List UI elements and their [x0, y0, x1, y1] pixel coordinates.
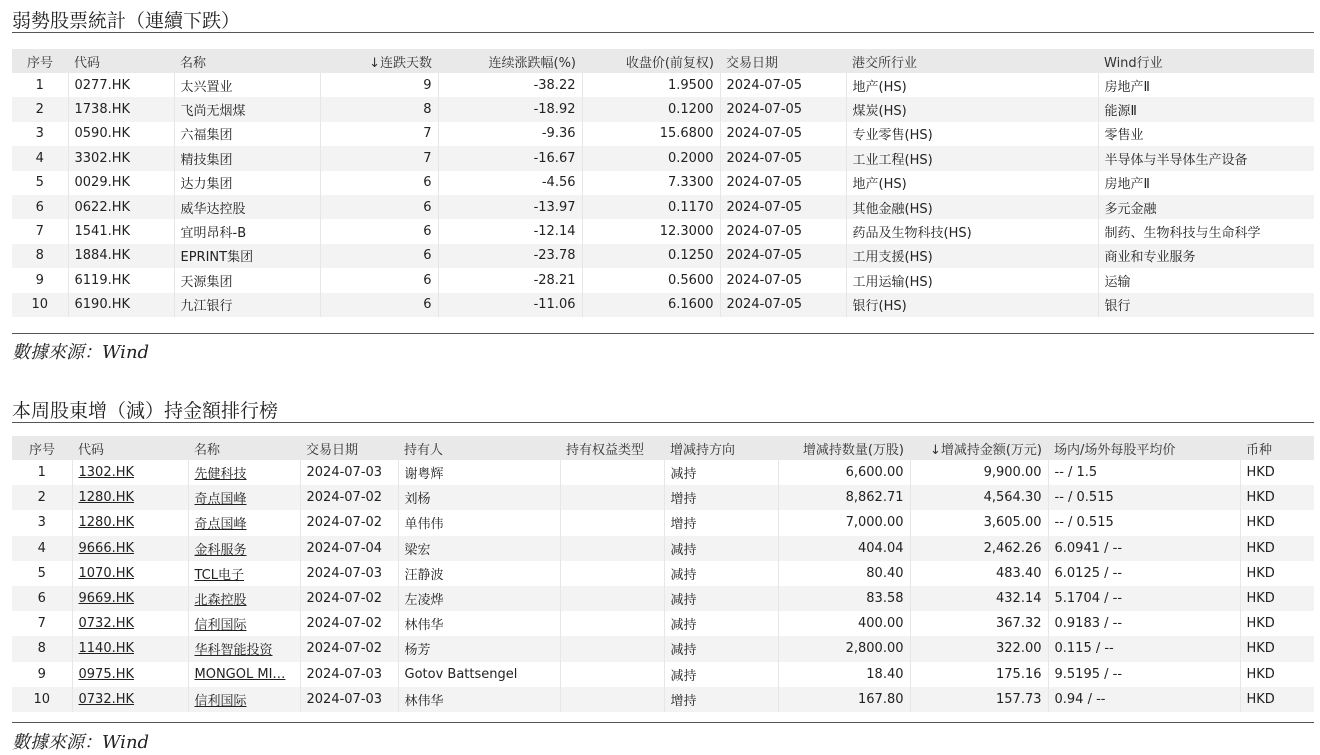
cell-hkex-industry: 专业零售(HS): [846, 122, 1098, 146]
cell-wind-industry: 运输: [1098, 268, 1314, 292]
cell-avg-price: -- / 0.515: [1048, 485, 1240, 510]
table-row: [12, 662, 1314, 687]
cell-equity-type: [560, 536, 664, 561]
cell-name: 太兴置业: [174, 73, 320, 97]
cell-avg-price: 9.5195 / --: [1048, 662, 1240, 687]
table-row: [12, 561, 1314, 586]
cell-close-price: 15.6800: [582, 122, 720, 146]
cell-equity-type: [560, 586, 664, 611]
table1-header-close-price[interactable]: 收盘价(前复权): [582, 49, 720, 73]
cell-hkex-industry: 药品及生物科技(HS): [846, 219, 1098, 243]
cell-trade-date: 2024-07-03: [300, 460, 398, 485]
name-link[interactable]: 北森控股: [194, 593, 247, 609]
cell-code: [72, 662, 188, 687]
cell-down-days: 9: [320, 73, 438, 97]
table1-source: 數據來源：Wind: [12, 342, 150, 363]
table2-header-quantity[interactable]: 增减持数量(万股): [778, 436, 910, 460]
cell-code: 6119.HK: [68, 268, 174, 292]
cell-direction: 减持: [664, 636, 778, 661]
cell-hkex-industry: 工用运输(HS): [846, 268, 1098, 292]
cell-index: 8: [12, 636, 72, 661]
cell-name: 六福集团: [174, 122, 320, 146]
table-row: [12, 219, 1314, 243]
cell-quantity: 8,862.71: [778, 485, 910, 510]
cell-index: 9: [35, 272, 44, 288]
cell-down-days: 8: [320, 97, 438, 121]
cell-holder: 杨芳: [398, 636, 560, 661]
cell-holder: 林伟华: [398, 687, 560, 712]
cell-amount: 3,605.00: [910, 510, 1048, 535]
table2-header-holder[interactable]: 持有人: [398, 436, 560, 460]
cell-index: 5: [37, 565, 46, 581]
name-link[interactable]: 信利国际: [194, 693, 247, 709]
cell-equity-type: [560, 561, 664, 586]
cell-code: 6190.HK: [68, 293, 174, 317]
cell-direction: 减持: [664, 586, 778, 611]
cell-change-pct: -12.14: [438, 219, 582, 243]
cell-trade-date: 2024-07-05: [720, 97, 846, 121]
cell-code: 1884.HK: [68, 244, 174, 268]
cell-code: [72, 636, 188, 661]
table1-header-trade-date[interactable]: 交易日期: [720, 49, 846, 73]
cell-change-pct: -9.36: [438, 122, 582, 146]
cell-trade-date: 2024-07-05: [720, 122, 846, 146]
cell-index: 4: [12, 146, 68, 170]
table1-header-down-days[interactable]: ↓连跌天数: [320, 49, 438, 73]
cell-amount: 432.14: [910, 586, 1048, 611]
cell-code: [72, 561, 188, 586]
cell-trade-date: 2024-07-03: [300, 561, 398, 586]
cell-close-price: 0.1170: [582, 195, 720, 219]
cell-equity-type: [560, 636, 664, 661]
table1-header-name[interactable]: 名称: [174, 49, 320, 73]
cell-quantity: 2,800.00: [778, 636, 910, 661]
cell-quantity: 83.58: [778, 586, 910, 611]
cell-close-price: 0.2000: [582, 146, 720, 170]
cell-index: 6: [12, 586, 72, 611]
cell-code: [72, 687, 188, 712]
cell-avg-price: 6.0125 / --: [1048, 561, 1240, 586]
cell-amount: 4,564.30: [910, 485, 1048, 510]
cell-down-days: 6: [320, 244, 438, 268]
cell-index: 3: [35, 126, 44, 142]
cell-index: 5: [35, 175, 44, 191]
cell-trade-date: 2024-07-03: [300, 662, 398, 687]
table-row: [12, 485, 1314, 510]
cell-down-days: 6: [320, 195, 438, 219]
cell-code: 0277.HK: [68, 73, 174, 97]
table-row: [12, 611, 1314, 636]
cell-name: [188, 687, 300, 712]
name-link[interactable]: TCL电子: [194, 567, 244, 583]
cell-hkex-industry: 工用支援(HS): [846, 244, 1098, 268]
table-row: [12, 195, 1314, 219]
cell-down-days: 7: [320, 122, 438, 146]
cell-amount: 483.40: [910, 561, 1048, 586]
cell-avg-price: 0.9183 / --: [1048, 611, 1240, 636]
cell-direction: 增持: [664, 485, 778, 510]
cell-wind-industry: 多元金融: [1098, 195, 1314, 219]
name-link[interactable]: 奇点国峰: [194, 492, 247, 508]
cell-name: [188, 561, 300, 586]
cell-name: 宜明昂科-B: [174, 219, 320, 243]
cell-name: 九江银行: [174, 293, 320, 317]
cell-direction: 减持: [664, 611, 778, 636]
cell-equity-type: [560, 611, 664, 636]
cell-direction: 增持: [664, 687, 778, 712]
cell-code: [72, 586, 188, 611]
cell-code: [72, 611, 188, 636]
cell-equity-type: [560, 460, 664, 485]
cell-quantity: 18.40: [778, 662, 910, 687]
cell-holder: 谢粤辉: [398, 460, 560, 485]
cell-amount: 175.16: [910, 662, 1048, 687]
cell-currency: HKD: [1240, 611, 1314, 636]
table1-header-hkex-industry[interactable]: 港交所行业: [846, 49, 1098, 73]
cell-trade-date: 2024-07-03: [300, 687, 398, 712]
cell-name: [188, 662, 300, 687]
name-link[interactable]: 信利国际: [194, 618, 247, 634]
cell-hkex-industry: 地产(HS): [846, 73, 1098, 97]
cell-equity-type: [560, 662, 664, 687]
table2-bottom-rule: [12, 722, 1314, 723]
cell-quantity: 6,600.00: [778, 460, 910, 485]
cell-name: [188, 636, 300, 661]
cell-wind-industry: 半导体与半导体生产设备: [1098, 146, 1314, 170]
table-row: [12, 146, 1314, 170]
cell-avg-price: 5.1704 / --: [1048, 586, 1240, 611]
cell-wind-industry: 商业和专业服务: [1098, 244, 1314, 268]
code-link[interactable]: 1280.HK: [78, 490, 135, 506]
cell-holder: 刘杨: [398, 485, 560, 510]
cell-trade-date: 2024-07-05: [720, 73, 846, 97]
table-row: [12, 687, 1314, 712]
code-link[interactable]: 9669.HK: [78, 591, 135, 607]
cell-index: 7: [35, 224, 44, 240]
cell-change-pct: -18.92: [438, 97, 582, 121]
cell-index: 1: [37, 465, 46, 481]
code-link[interactable]: 0975.HK: [78, 666, 135, 682]
cell-name: 精技集团: [174, 146, 320, 170]
cell-down-days: 6: [320, 171, 438, 195]
table2-header-direction[interactable]: 增减持方向: [664, 436, 778, 460]
cell-index: 4: [12, 536, 72, 561]
cell-direction: 减持: [664, 460, 778, 485]
cell-avg-price: -- / 1.5: [1048, 460, 1240, 485]
cell-down-days: 6: [320, 219, 438, 243]
cell-index: 10: [12, 687, 72, 712]
cell-holder: 汪静波: [398, 561, 560, 586]
table-row: [12, 586, 1314, 611]
cell-quantity: 167.80: [778, 687, 910, 712]
cell-currency: HKD: [1240, 561, 1314, 586]
cell-amount: 157.73: [910, 687, 1048, 712]
cell-close-price: 0.1200: [582, 97, 720, 121]
cell-name: [188, 485, 300, 510]
cell-currency: HKD: [1240, 536, 1314, 561]
cell-trade-date: 2024-07-02: [300, 510, 398, 535]
cell-code: [72, 536, 188, 561]
cell-hkex-industry: 工业工程(HS): [846, 146, 1098, 170]
cell-currency: HKD: [1240, 687, 1314, 712]
cell-trade-date: 2024-07-02: [300, 611, 398, 636]
cell-index: 8: [12, 244, 68, 268]
cell-trade-date: 2024-07-05: [720, 268, 846, 292]
cell-wind-industry: 房地产Ⅱ: [1098, 73, 1314, 97]
cell-amount: 9,900.00: [910, 460, 1048, 485]
cell-name: [188, 586, 300, 611]
cell-direction: 减持: [664, 536, 778, 561]
cell-index: 2: [12, 485, 72, 510]
table2-header-avg-price[interactable]: 场内/场外每股平均价: [1048, 436, 1240, 460]
cell-avg-price: 0.115 / --: [1048, 636, 1240, 661]
table2-title: 本周股東增（減）持金額排行榜: [12, 400, 279, 422]
cell-name: [188, 611, 300, 636]
cell-avg-price: 0.94 / --: [1048, 687, 1240, 712]
code-link[interactable]: 0732.HK: [78, 691, 135, 707]
cell-down-days: 6: [320, 293, 438, 317]
cell-name: [188, 536, 300, 561]
table1-header-change-pct[interactable]: 连续涨跌幅(%): [438, 49, 582, 73]
cell-index: 2: [12, 97, 68, 121]
cell-name: 天源集团: [174, 268, 320, 292]
cell-quantity: 80.40: [778, 561, 910, 586]
cell-equity-type: [560, 687, 664, 712]
table2-top-rule: [12, 422, 1314, 423]
table-row: [12, 293, 1314, 317]
cell-code: [72, 510, 188, 535]
cell-holder: Gotov Battsengel: [398, 662, 560, 687]
cell-avg-price: 6.0941 / --: [1048, 536, 1240, 561]
table-row: [12, 171, 1314, 195]
cell-amount: 2,462.26: [910, 536, 1048, 561]
cell-trade-date: 2024-07-05: [720, 219, 846, 243]
cell-name: [188, 460, 300, 485]
table-row: [12, 73, 1314, 97]
cell-wind-industry: 银行: [1098, 293, 1314, 317]
table1-bottom-rule: [12, 333, 1314, 334]
cell-down-days: 7: [320, 146, 438, 170]
table2-header-index[interactable]: 序号: [12, 436, 72, 460]
cell-trade-date: 2024-07-02: [300, 586, 398, 611]
cell-change-pct: -38.22: [438, 73, 582, 97]
cell-quantity: 404.04: [778, 536, 910, 561]
weak-stocks-table: [12, 49, 1314, 317]
cell-amount: 322.00: [910, 636, 1048, 661]
cell-code: 1738.HK: [68, 97, 174, 121]
table1-top-rule: [12, 32, 1314, 33]
cell-hkex-industry: 银行(HS): [846, 293, 1098, 317]
cell-trade-date: 2024-07-02: [300, 485, 398, 510]
cell-change-pct: -4.56: [438, 171, 582, 195]
cell-wind-industry: 零售业: [1098, 122, 1314, 146]
cell-trade-date: 2024-07-05: [720, 195, 846, 219]
cell-code: 0590.HK: [68, 122, 174, 146]
cell-holder: 左凌烨: [398, 586, 560, 611]
code-link[interactable]: 0732.HK: [78, 616, 135, 632]
cell-currency: HKD: [1240, 460, 1314, 485]
cell-index: 9: [37, 666, 46, 682]
cell-index: 10: [12, 293, 68, 317]
cell-change-pct: -16.67: [438, 146, 582, 170]
name-link[interactable]: 金科服务: [194, 542, 247, 558]
table-row: [12, 510, 1314, 535]
table2-header-trade-date[interactable]: 交易日期: [300, 436, 398, 460]
cell-direction: 减持: [664, 561, 778, 586]
code-link[interactable]: 1280.HK: [78, 515, 135, 531]
cell-direction: 增持: [664, 510, 778, 535]
cell-index: 1: [35, 77, 44, 93]
table1-title: 弱勢股票統計（連續下跌）: [12, 10, 241, 32]
table-row: [12, 244, 1314, 268]
cell-equity-type: [560, 485, 664, 510]
cell-name: 达力集团: [174, 171, 320, 195]
table2-header-name[interactable]: 名称: [188, 436, 300, 460]
cell-hkex-industry: 地产(HS): [846, 171, 1098, 195]
table-row: [12, 268, 1314, 292]
cell-holder: 林伟华: [398, 611, 560, 636]
cell-equity-type: [560, 510, 664, 535]
table2-source: 數據來源：Wind: [12, 732, 150, 753]
cell-trade-date: 2024-07-05: [720, 293, 846, 317]
cell-code: 1541.HK: [68, 219, 174, 243]
cell-currency: HKD: [1240, 636, 1314, 661]
cell-trade-date: 2024-07-02: [300, 636, 398, 661]
cell-currency: HKD: [1240, 662, 1314, 687]
cell-quantity: 7,000.00: [778, 510, 910, 535]
cell-close-price: 12.3000: [582, 219, 720, 243]
cell-down-days: 6: [320, 268, 438, 292]
cell-code: 3302.HK: [68, 146, 174, 170]
cell-trade-date: 2024-07-05: [720, 146, 846, 170]
cell-wind-industry: 能源Ⅱ: [1098, 97, 1314, 121]
cell-wind-industry: 制药、生物科技与生命科学: [1098, 219, 1314, 243]
table2-header-code[interactable]: 代码: [72, 436, 188, 460]
code-link[interactable]: 1302.HK: [78, 465, 135, 481]
cell-close-price: 7.3300: [582, 171, 720, 195]
cell-index: 7: [37, 616, 46, 632]
table-row: [12, 636, 1314, 661]
cell-code: 0622.HK: [68, 195, 174, 219]
name-link[interactable]: 华科智能投资: [194, 643, 273, 659]
table1-header-code[interactable]: 代码: [68, 49, 174, 73]
cell-change-pct: -23.78: [438, 244, 582, 268]
table1-header-index[interactable]: 序号: [12, 49, 68, 73]
cell-change-pct: -13.97: [438, 195, 582, 219]
cell-wind-industry: 房地产Ⅱ: [1098, 171, 1314, 195]
table2-header-equity-type[interactable]: 持有权益类型: [560, 436, 664, 460]
cell-change-pct: -11.06: [438, 293, 582, 317]
cell-currency: HKD: [1240, 485, 1314, 510]
cell-code: 0029.HK: [68, 171, 174, 195]
cell-code: [72, 460, 188, 485]
name-link[interactable]: MONGOL MI…: [194, 666, 286, 682]
name-link[interactable]: 先健科技: [194, 467, 247, 483]
cell-currency: HKD: [1240, 586, 1314, 611]
cell-amount: 367.32: [910, 611, 1048, 636]
cell-close-price: 6.1600: [582, 293, 720, 317]
cell-currency: HKD: [1240, 510, 1314, 535]
table-row: [12, 122, 1314, 146]
cell-close-price: 1.9500: [582, 73, 720, 97]
table2-header-amount[interactable]: ↓增减持金额(万元): [910, 436, 1048, 460]
table2-header-currency[interactable]: 币种: [1240, 436, 1314, 460]
code-link[interactable]: 1140.HK: [78, 641, 135, 657]
cell-quantity: 400.00: [778, 611, 910, 636]
cell-trade-date: 2024-07-04: [300, 536, 398, 561]
table-row: [12, 97, 1314, 121]
code-link[interactable]: 1070.HK: [78, 565, 135, 581]
table1-header-wind-industry[interactable]: Wind行业: [1098, 49, 1314, 73]
cell-index: 6: [12, 195, 68, 219]
cell-close-price: 0.1250: [582, 244, 720, 268]
table-row: [12, 460, 1314, 485]
code-link[interactable]: 9666.HK: [78, 540, 135, 556]
cell-name: 威华达控股: [174, 195, 320, 219]
cell-name: EPRINT集团: [174, 244, 320, 268]
cell-name: [188, 510, 300, 535]
cell-avg-price: -- / 0.515: [1048, 510, 1240, 535]
cell-hkex-industry: 煤炭(HS): [846, 97, 1098, 121]
cell-name: 飞尚无烟煤: [174, 97, 320, 121]
cell-direction: 减持: [664, 662, 778, 687]
cell-hkex-industry: 其他金融(HS): [846, 195, 1098, 219]
shareholder-change-table: [12, 436, 1314, 712]
name-link[interactable]: 奇点国峰: [194, 517, 247, 533]
cell-index: 3: [37, 515, 46, 531]
cell-close-price: 0.5600: [582, 268, 720, 292]
cell-holder: 单伟伟: [398, 510, 560, 535]
table-row: [12, 536, 1314, 561]
cell-change-pct: -28.21: [438, 268, 582, 292]
cell-trade-date: 2024-07-05: [720, 171, 846, 195]
cell-trade-date: 2024-07-05: [720, 244, 846, 268]
cell-holder: 梁宏: [398, 536, 560, 561]
cell-code: [72, 485, 188, 510]
